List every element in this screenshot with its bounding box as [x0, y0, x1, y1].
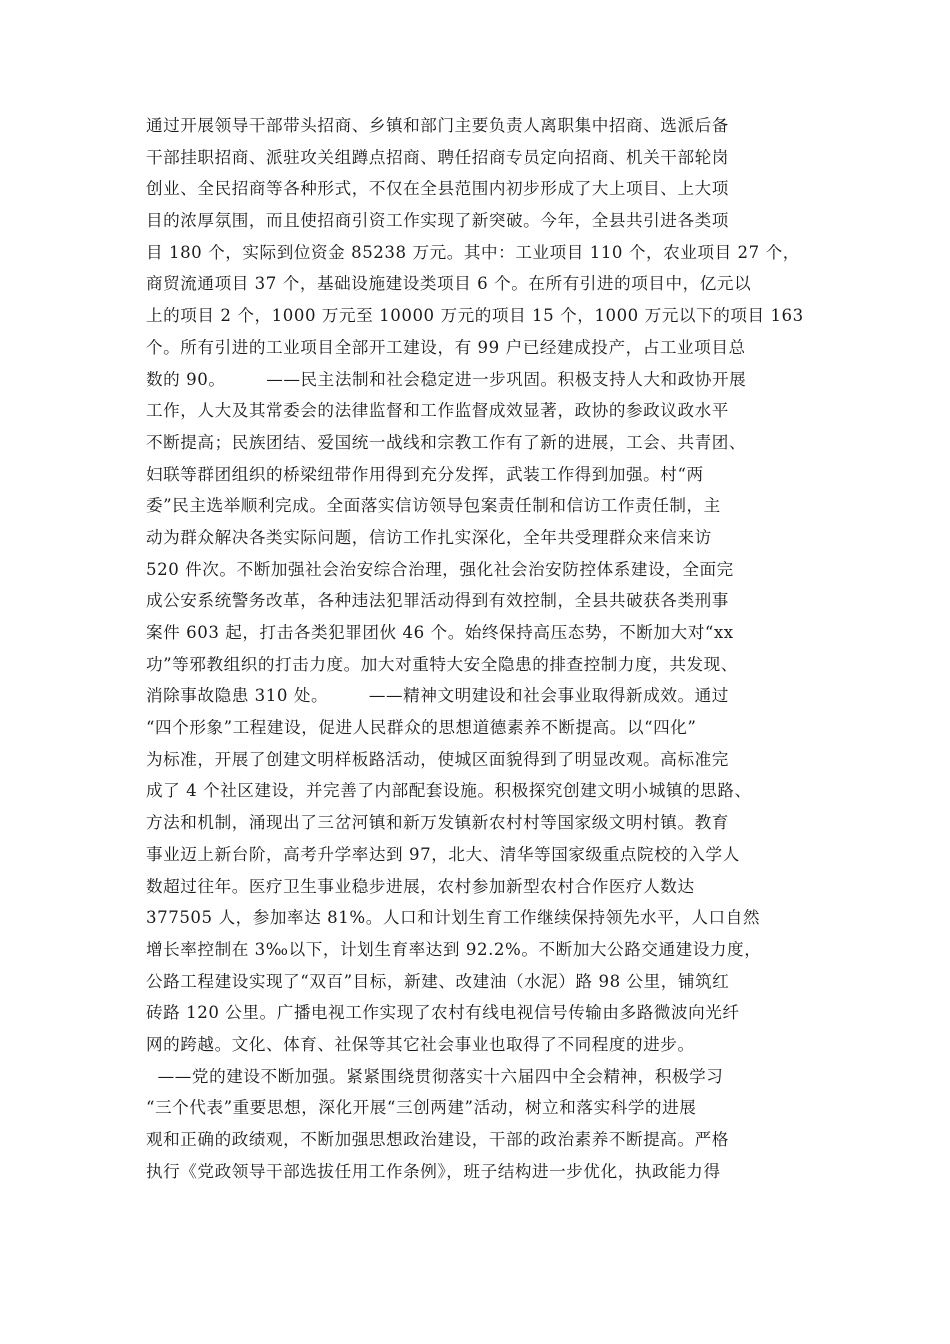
text-line: 砖路 120 公里。广播电视工作实现了农村有线电视信号传输由多路微波向光纤: [146, 1003, 740, 1023]
text-line: 消除事故隐患 310 处。 ——精神文明建设和社会事业取得新成效。通过: [146, 686, 729, 706]
body-text: [146, 110, 816, 1187]
text-line: 工作，人大及其常委会的法律监督和工作监督成效显著，政协的参政议政水平: [146, 401, 729, 421]
text-line: 商贸流通项目 37 个，基础设施建设类项目 6 个。在所有引进的项目中，亿元以: [146, 274, 752, 294]
text-line: 动为群众解决各类实际问题，信访工作扎实深化，全年共受理群众来信来访: [146, 527, 712, 547]
text-line: 妇联等群团组织的桥梁纽带作用得到充分发挥，武装工作得到加强。村“两: [146, 464, 704, 484]
text-line: 为标准，开展了创建文明样板路活动，使城区面貌得到了明显改观。高标准完: [146, 749, 729, 769]
text-line: 委”民主选举顺利完成。全面落实信访领导包案责任制和信访工作责任制，主: [146, 496, 721, 516]
text-line: 数超过往年。医疗卫生事业稳步进展，农村参加新型农村合作医疗人数达: [146, 876, 695, 896]
text-line: 观和正确的政绩观，不断加强思想政治建设，干部的政治素养不断提高。严格: [146, 1130, 729, 1149]
text-line: 目 180 个，实际到位资金 85238 万元。其中：工业项目 110 个，农业项目 27 个，: [146, 242, 800, 262]
text-line: 事业迈上新台阶，高考升学率达到 97，北大、清华等国家级重点院校的入学人: [146, 844, 740, 864]
text-line: 通过开展领导干部带头招商、乡镇和部门主要负责人离职集中招商、选派后备: [146, 116, 729, 135]
text-line: 网的跨越。文化、体育、社保等其它社会事业也取得了不同程度的进步。: [146, 1034, 695, 1054]
text-line: 个。所有引进的工业项目全部开工建设，有 99 户已经建成投产，占工业项目总: [146, 337, 746, 357]
text-line: 成了 4 个社区建设，并完善了内部配套设施。积极探究创建文明小城镇的思路、: [146, 781, 752, 801]
text-line: 功”等邪教组织的打击力度。加大对重特大安全隐患的排查控制力度，共发现、: [146, 654, 738, 674]
text-line: 数的 90。 ——民主法制和社会稳定进一步巩固。积极支持人大和政协开展: [146, 369, 747, 389]
text-line: ——党的建设不断加强。紧紧围绕贯彻落实十六届四中全会精神，积极学习: [146, 1066, 724, 1086]
text-line: 创业、全民招商等各种形式，不仅在全县范围内初步形成了大上项目、上大项: [146, 179, 729, 199]
text-line: “三个代表”重要思想，深化开展“三创两建”活动，树立和落实科学的进展: [146, 1098, 697, 1118]
text-line: 377505 人，参加率达 81%。人口和计划生育工作继续保持领先水平，人口自然: [146, 908, 760, 928]
text-line: 案件 603 起，打击各类犯罪团伙 46 个。始终保持高压态势，不断加大对“xx: [146, 623, 734, 642]
text-line: 增长率控制在 3‰以下，计划生育率达到 92.2%。不断加大公路交通建设力度，: [146, 939, 762, 959]
text-line: “四个形象”工程建设，促进人民群众的思想道德素养不断提高。以“四化”: [146, 718, 697, 738]
text-line: 成公安系统警务改革，各种违法犯罪活动得到有效控制，全县共破获各类刑事: [146, 591, 729, 611]
text-line: 520 件次。不断加强社会治安综合治理，强化社会治安防控体系建设，全面完: [146, 559, 734, 579]
text-line: 公路工程建设实现了“双百”目标，新建、改建油（水泥）路 98 公里，铺筑红: [146, 971, 730, 991]
text-line: 上的项目 2 个，1000 万元至 10000 万元的项目 15 个，1000 万元以下的项目 163: [146, 306, 804, 326]
text-line: 执行《党政领导干部选拔任用工作条例》，班子结构进一步优化，执政能力得: [146, 1161, 721, 1181]
text-line: 干部挂职招商、派驻攻关组蹲点招商、聘任招商专员定向招商、机关干部轮岗: [146, 147, 729, 167]
text-line: 目的浓厚氛围，而且使招商引资工作实现了新突破。今年，全县共引进各类项: [146, 211, 729, 231]
text-line: 方法和机制，涌现出了三岔河镇和新万发镇新农村村等国家级文明村镇。教育: [146, 813, 729, 833]
text-line: 不断提高；民族团结、爱国统一战线和宗教工作有了新的进展，工会、共青团、: [146, 432, 747, 452]
